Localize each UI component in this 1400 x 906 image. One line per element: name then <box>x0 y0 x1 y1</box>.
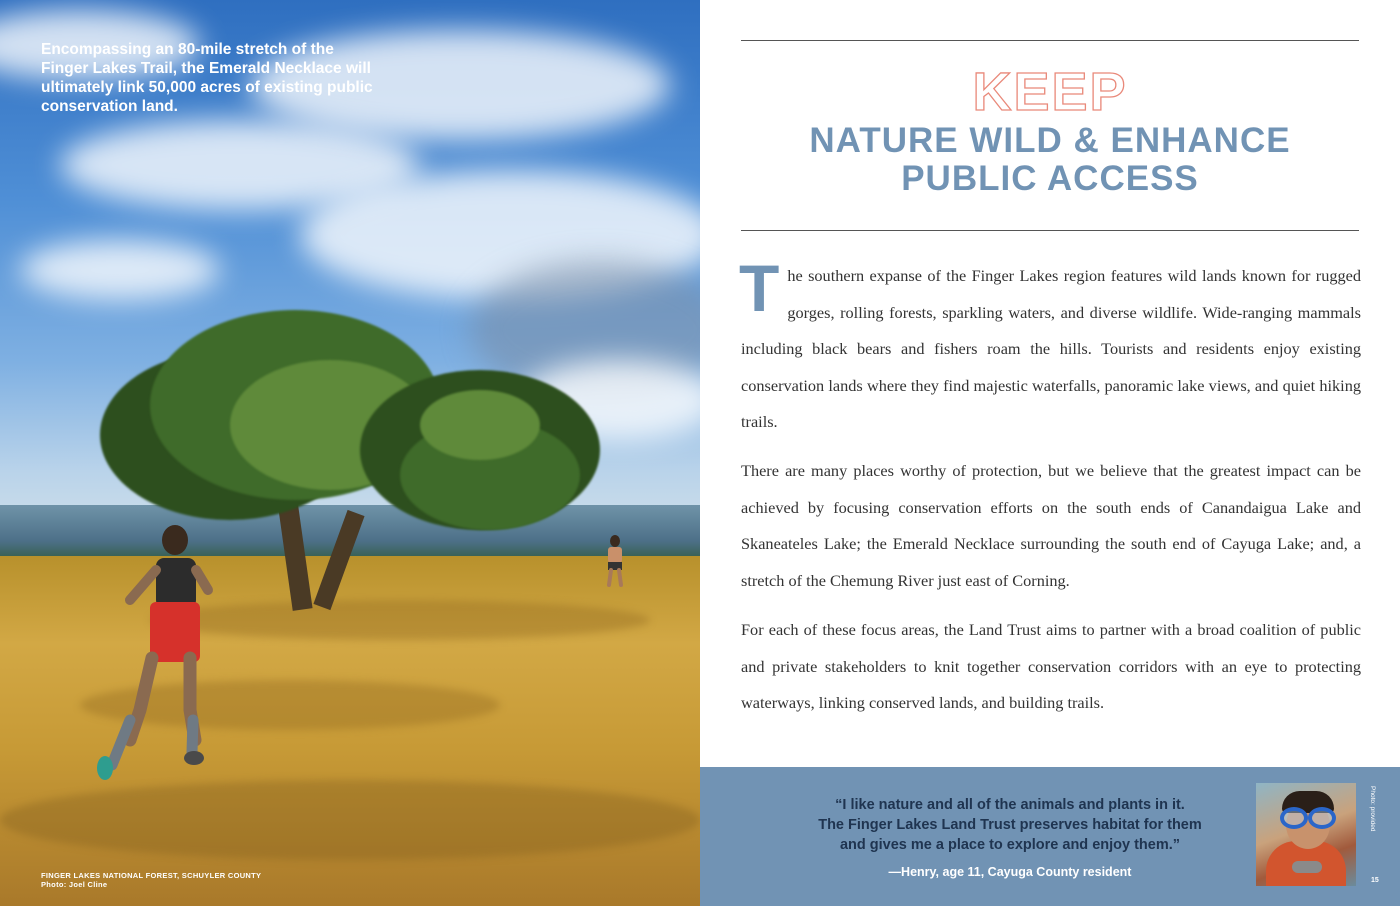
headline-line-2: PUBLIC ACCESS <box>901 159 1199 198</box>
runner-near <box>90 520 220 780</box>
drop-cap: T <box>739 251 780 325</box>
photo-location: FINGER LAKES NATIONAL FOREST, SCHUYLER COUNTY <box>41 871 262 880</box>
cloud <box>20 240 220 300</box>
page-title <box>700 122 1400 198</box>
keep-heading: KEEP <box>972 62 1128 122</box>
page-number: 15 <box>1371 877 1379 884</box>
photographer-credit: Photo: Joel Cline <box>41 880 108 889</box>
portrait-credit: Photo: provided <box>1369 786 1376 832</box>
photo-credit <box>41 871 261 889</box>
mowed-path <box>150 600 650 640</box>
top-rule <box>741 40 1359 41</box>
quote-line-1: “I like nature and all of the animals and plants in it. <box>835 797 1185 813</box>
paragraph-2: There are many places worthy of protection, but we believe that the greatest impact can be achieved by focusing conservation efforts on the south ends of Canandaigua Lake and Skaneateles Lake; the Emerald Necklace surrounding the south end of Cayuga Lake; and, a stretch of the Chemung River just east of Corning. <box>741 461 1361 590</box>
quote-line-2: The Finger Lakes Land Trust preserves habitat for them <box>818 817 1202 833</box>
quote-portrait <box>1256 783 1356 886</box>
quote-line-3: and gives me a place to explore and enjoy them.” <box>839 837 1181 853</box>
photo-caption: Encompassing an 80-mile stretch of the Finger Lakes Trail, the Emerald Necklace will ultimately link 50,000 acres of existing public conservation land. <box>41 41 373 115</box>
grass-shadow <box>0 780 700 860</box>
headline-line-1: NATURE WILD & ENHANCE <box>809 121 1291 160</box>
quote-attribution: —Henry, age 11, Cayuga County resident <box>888 865 1132 879</box>
paragraph-1-text: he southern expanse of the Finger Lakes region features wild lands known for rugged gorges, rolling forests, sparkling waters, and diverse wildlife. Wide-ranging mammals including black bears and fishers roam the hills. Tourists and residents enjoy existing conservation lands where they find majestic waterfalls, panoramic lake views, and quiet hiking trails. <box>741 266 1361 431</box>
paragraph-1 <box>739 251 1361 441</box>
paragraph-3: For each of these focus areas, the Land Trust aims to partner with a broad coalition of public and private stakeholders to knit together conservation corridors with an eye to protecting waterways, linking conserved lands, and building trails. <box>741 620 1361 712</box>
runner-far <box>600 535 630 590</box>
pull-quote <box>760 795 1260 855</box>
bottom-rule <box>741 230 1359 231</box>
